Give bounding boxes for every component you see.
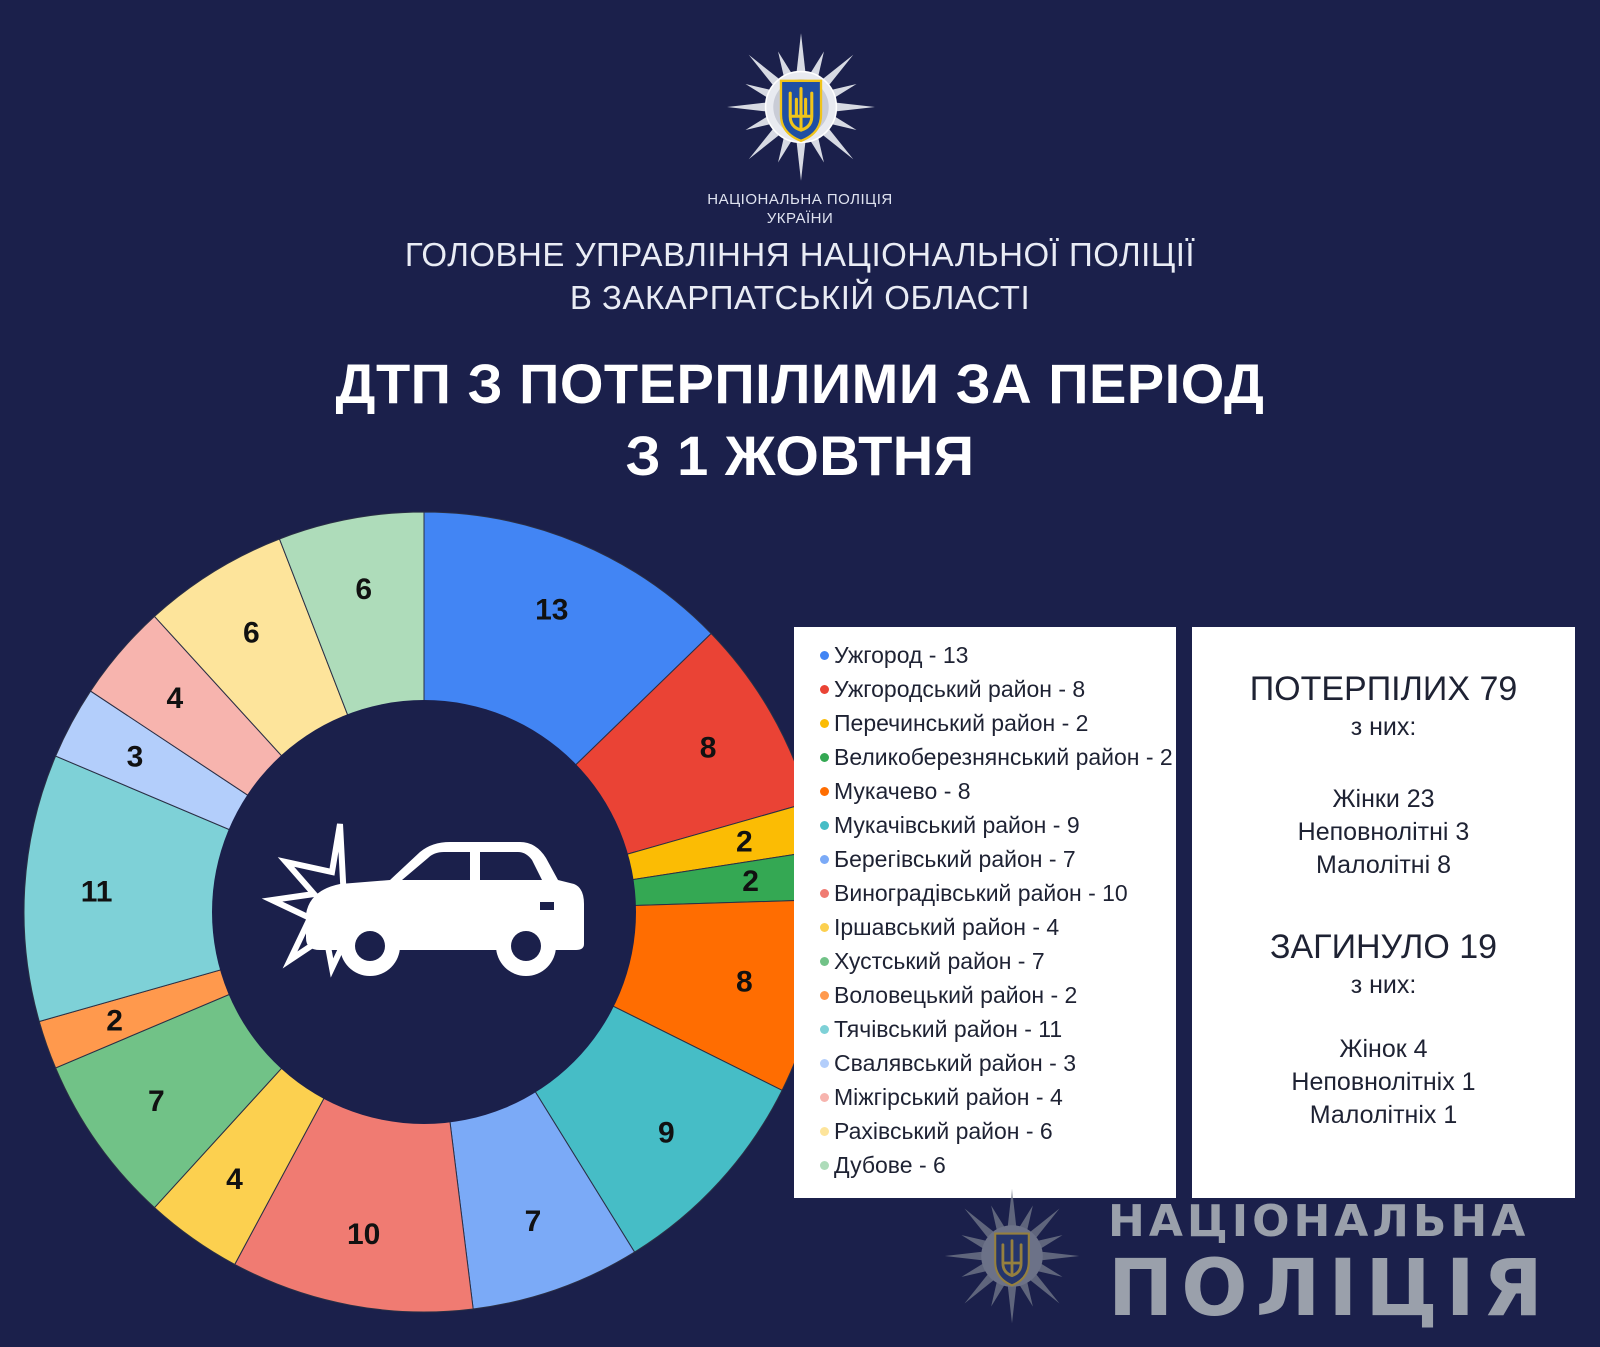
legend-item: Ужгородський район - 8	[834, 674, 1085, 704]
legend-swatch	[820, 753, 829, 762]
slice-value-label: 7	[147, 1085, 165, 1118]
slice-value-label: 4	[226, 1163, 243, 1197]
slice-value-label: 8	[699, 731, 717, 765]
legend-swatch	[820, 1127, 829, 1136]
legend-swatch	[820, 821, 829, 830]
legend-item: Великоберезнянський район - 2	[834, 742, 1173, 772]
killed-children: Малолітніх 1	[1309, 1101, 1458, 1129]
emblem-ray	[1008, 1284, 1017, 1324]
legend-swatch	[820, 651, 829, 660]
legend-swatch	[820, 957, 829, 966]
injured-minors: Неповнолітні 3	[1297, 818, 1470, 846]
slice-value-label: 3	[126, 740, 144, 774]
slice-value-label: 7	[524, 1204, 542, 1238]
watermark-emblem-icon	[942, 1186, 1082, 1326]
slice-value-label: 4	[166, 682, 184, 716]
emblem-ray	[1040, 1252, 1080, 1261]
legend-item: Ужгород - 13	[834, 640, 968, 670]
injured-children: Малолітні 8	[1315, 851, 1452, 879]
legend-swatch	[820, 1161, 829, 1170]
legend-swatch	[820, 1025, 829, 1034]
legend-item: Мукачево - 8	[834, 776, 971, 806]
org-name-line2: УКРАЇНИ	[766, 210, 834, 227]
injured-total: ПОТЕРПІЛИХ 79	[1249, 670, 1518, 708]
chart-title-line2: З 1 ЖОВТНЯ	[625, 424, 975, 487]
legend-item: Дубове - 6	[834, 1150, 946, 1180]
slice-value-label: 6	[242, 616, 260, 650]
legend-swatch	[820, 991, 829, 1000]
legend-item: Свалявський район - 3	[834, 1048, 1076, 1078]
slice-value-label: 10	[347, 1217, 381, 1251]
legend-swatch	[820, 719, 829, 728]
injured-subheading: з них:	[1350, 713, 1417, 741]
legend-swatch	[820, 855, 829, 864]
org-name-line1: НАЦІОНАЛЬНА ПОЛІЦІЯ	[707, 191, 893, 208]
killed-minors: Неповнолітніх 1	[1291, 1068, 1476, 1096]
killed-subheading: з них:	[1350, 971, 1417, 999]
legend-item: Хустський район - 7	[834, 946, 1045, 976]
slice-value-label: 2	[736, 825, 753, 859]
legend-swatch	[820, 787, 829, 796]
killed-total: ЗАГИНУЛО 19	[1269, 928, 1498, 966]
legend-item: Перечинський район - 2	[834, 708, 1088, 738]
slice-value-label: 2	[742, 865, 759, 899]
chart-legend	[794, 627, 1176, 1198]
slice-value-label: 13	[535, 593, 569, 627]
slice-value-label: 6	[355, 573, 373, 607]
legend-item: Іршавський район - 4	[834, 912, 1059, 942]
killed-women: Жінок 4	[1339, 1035, 1428, 1063]
legend-swatch	[820, 685, 829, 694]
slice-value-label: 11	[80, 875, 113, 909]
legend-swatch	[820, 889, 829, 898]
legend-item: Мукачівський район - 9	[834, 810, 1080, 840]
legend-item: Воловецький район - 2	[834, 980, 1077, 1010]
legend-item: Тячівський район - 11	[834, 1014, 1062, 1044]
chart-title-line1: ДТП З ПОТЕРПІЛИМИ ЗА ПЕРІОД	[335, 352, 1265, 415]
slice-value-label: 2	[106, 1004, 123, 1038]
watermark-line1: НАЦІОНАЛЬНА	[1108, 1196, 1530, 1247]
legend-item: Виноградівський район - 10	[834, 878, 1128, 908]
legend-swatch	[820, 1093, 829, 1102]
injured-women: Жінки 23	[1332, 785, 1435, 813]
legend-item: Міжгірський район - 4	[834, 1082, 1063, 1112]
legend-item: Берегівський район - 7	[834, 844, 1076, 874]
slice-value-label: 8	[736, 965, 753, 999]
slice-value-label: 9	[658, 1116, 675, 1150]
department-line2: В ЗАКАРПАТСЬКІЙ ОБЛАСТІ	[569, 279, 1031, 316]
department-line1: ГОЛОВНЕ УПРАВЛІННЯ НАЦІОНАЛЬНОЇ ПОЛІЦІЇ	[404, 236, 1196, 273]
legend-item: Рахівський район - 6	[834, 1116, 1053, 1146]
legend-swatch	[820, 1059, 829, 1068]
casualty-stats-panel	[1192, 627, 1575, 1198]
watermark-line2: ПОЛІЦІЯ	[1108, 1244, 1551, 1334]
emblem-ray	[945, 1252, 985, 1261]
legend-swatch	[820, 923, 829, 932]
emblem-ray	[1008, 1189, 1017, 1229]
